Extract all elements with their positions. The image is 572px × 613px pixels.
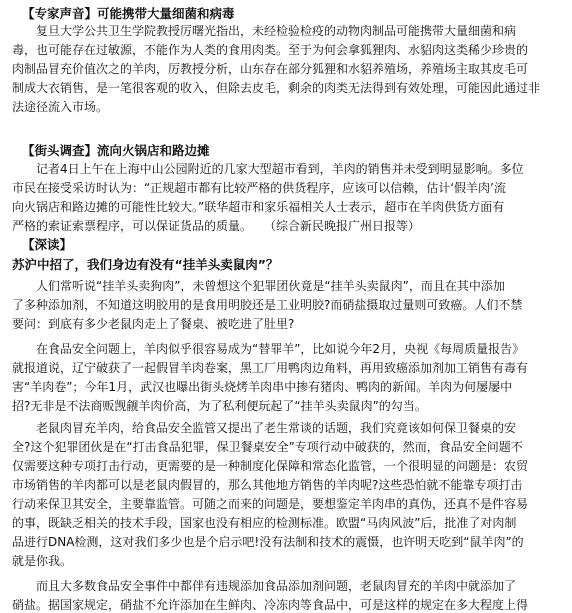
paragraph-line: 复旦大学公共卫生学院教授厉曙光指出，未经检验检疫的动物肉制品可能携带大量细菌和病: [36, 24, 517, 38]
paragraph-line: 的事，既缺乏相关的技术手段，国家也没有相应的检测标准。欧盟“马肉风波”后，批准了对肉制: [12, 516, 517, 530]
paragraph-line: 肉制品冒充价值次之的羊肉，厉教授分析，山东存在部分狐狸和水貂养殖场，养殖场主取其皮毛可: [12, 62, 529, 76]
paragraph-line: 人们常听说“挂羊头卖狗肉”，未曾想这个犯罪团伙竟是“挂羊头卖鼠肉”，而且在其中添加: [36, 279, 505, 293]
paragraph-line: 老鼠肉冒充羊肉，给食品安全监管又提出了老生常谈的话题，我们究竟该如何保卫餐桌的安: [36, 421, 517, 435]
paragraph-line: 招?无非是不法商贩觊觎羊肉价高，为了私利便玩起了“挂羊头卖鼠肉”的勾当。: [12, 399, 427, 413]
paragraph-line: 毒，也可能存在过敏源，不能作为人类的食用肉类。至于为何会拿狐狸肉、水貂肉这类稀少珍贵的: [12, 43, 529, 57]
paragraph-line: 要问：到底有多少老鼠肉走上了餐桌、被吃进了肚里?: [12, 317, 295, 331]
paragraph-line: 制成大衣销售，是一笔很客观的收入，但除去皮毛，剩余的肉类无法得到有效处理，可能因此通过非: [12, 81, 541, 95]
paragraph-line: 记者4日上午在上海中山公园附近的几家大型超市看到，羊肉的销售并未受到明显影响。多位: [36, 162, 524, 176]
paragraph-line: 市民在接受采访时认为：“正规超市都有比较严格的供货程序，应该可以信赖，估计‘假羊肉’流: [12, 181, 506, 195]
section-heading-expert: 【专家声音】可能携带大量细菌和病毒: [22, 6, 235, 21]
paragraph-line: 向火锅店和路边摊的可能性比较大。”联华超市和家乐福相关人士表示，超市在羊肉供货方面有: [12, 200, 505, 214]
paragraph-line: 法途径流入市场。: [12, 100, 109, 114]
section-heading-street: 【街头调查】流向火锅店和路边摊: [22, 143, 210, 158]
paragraph-line: 严格的索证索票程序，可以保证货品的质量。 （综合新民晚报广州日报等）: [12, 219, 421, 233]
paragraph-line: 行动来保卫其安全，主要靠监管。可随之而来的问题是，要想鉴定羊肉串的真伪，还真不是件容易: [12, 497, 529, 511]
paragraph-line: 了多种添加剂，不知道这明胶用的是食用明胶还是工业明胶?而硝盐摄取过量则可致癌。人们不禁: [12, 298, 523, 312]
paragraph-line: 品进行DNA检测，这对我们多少也是个启示吧!没有法制和技术的震慑，也许明天吃到“鼠羊肉”的: [12, 535, 524, 549]
paragraph-line: 市场销售的羊肉都可以是老鼠肉假冒的，那么其他地方销售的羊肉呢?这些恐怕就不能靠专项打击: [12, 478, 523, 492]
paragraph-line: 而且大多数食品安全事件中都伴有违规添加食品添加剂问题，老鼠肉冒充的羊肉中就添加了: [36, 579, 517, 593]
paragraph-line: 硝盐。据国家规定，硝盐不允许添加在生鲜肉、冷冻肉等食品中，可是这样的规定在多大程度上得: [12, 598, 529, 612]
article-subheading: 苏沪中招了，我们身边有没有“挂羊头卖鼠肉”？: [12, 257, 279, 272]
paragraph-line: 就是你我。: [12, 554, 73, 568]
paragraph-line: 害“羊肉卷”；今年1月，武汉也曝出街头烧烤羊肉串中掺有猪肉、鸭肉的新闻。羊肉为何屡屡中: [12, 380, 513, 394]
paragraph-line: 仅需要这种专项打击行动，更需要的是一种制度化保障和常态化监管，一个很明显的问题是：农贸: [12, 459, 529, 473]
section-heading-deep: 【深读】: [22, 237, 73, 252]
paragraph-line: 就报道说，辽宁破获了一起假冒羊肉卷案，黑工厂用鸭肉边角料，再用致癌添加剂加工销售有毒有: [12, 361, 529, 375]
paragraph-line: 全?这个犯罪团伙是在“打击食品犯罪，保卫餐桌安全”专项行动中破获的，然而，食品安全问题不: [12, 440, 523, 454]
paragraph-line: 在食品安全问题上，羊肉似乎很容易成为“替罪羊”，比如说今年2月，央视《每周质量报告》: [36, 342, 525, 356]
